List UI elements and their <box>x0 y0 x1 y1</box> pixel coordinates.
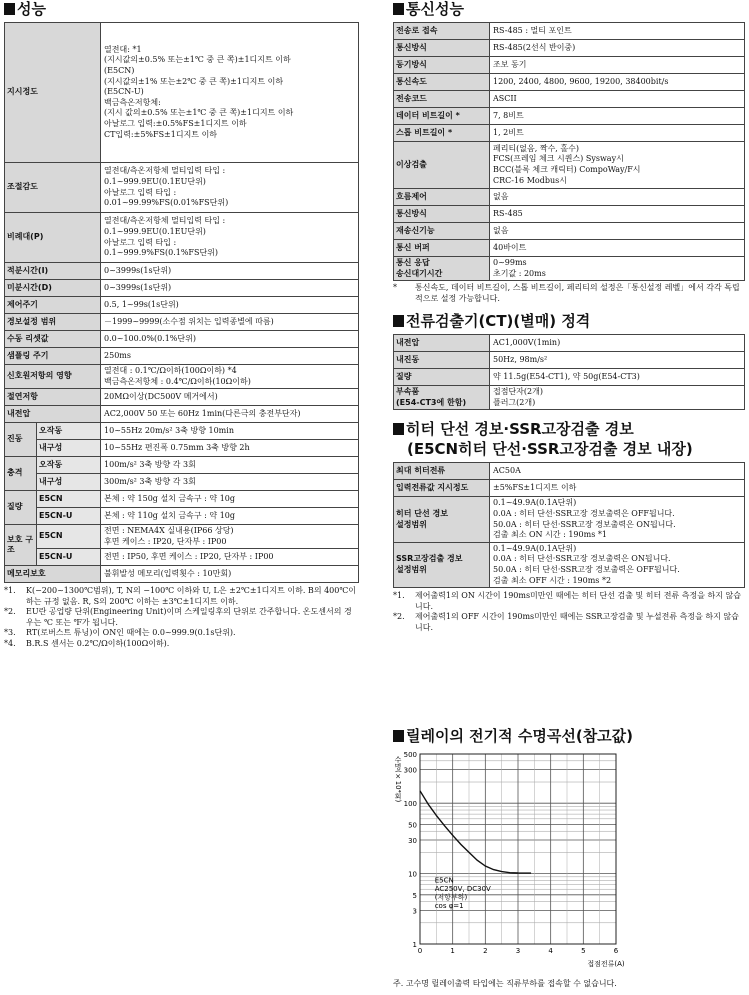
row-label: 메모리보호 <box>5 566 101 583</box>
row-label: 최대 히터전류 <box>394 463 490 480</box>
row-value: 0.1~49.9A(0.1A단위) 0.0A : 히터 단선·SSR고장 경보출력은 OFF됩니다. 50.0A : 히터 단선·SSR고장 경보출력은 ON됩니다. 검출 최소 ON 시간 : 190ms *1 <box>490 497 745 542</box>
row-value: 조보 동기 <box>490 57 745 74</box>
footnote-mark: * <box>393 283 397 293</box>
footnote-text: 통신속도, 데이터 비트길이, 스톱 비트길이, 페리티의 설정은「통신설정 레벨」에서 각각 독립적으로 설정 가능합니다. <box>415 283 740 303</box>
row-value: RS-485 <box>490 206 745 223</box>
table-row <box>5 365 359 389</box>
footnote-text: 제어출력1의 OFF 시간이 190ms미만인 때에는 SSR고장검출 및 누설전류 측정을 하지 않습니다. <box>415 612 739 632</box>
ct-table <box>393 334 745 410</box>
table-row <box>394 542 745 587</box>
table-row <box>5 566 359 583</box>
footnote <box>4 607 359 628</box>
row-value: 250ms <box>101 348 359 365</box>
table-row <box>5 348 359 365</box>
row-value: 페리티(없음, 짝수, 홀수) FCS(프레임 체크 시퀀스) Sysway시 BCC(블록 체크 캐릭터) CompoWay/F시 CRC-16 Modbus시 <box>490 142 745 189</box>
table-row <box>5 163 359 213</box>
y-tick-label: 500 <box>403 751 417 759</box>
row-label: 미분시간(D) <box>5 280 101 297</box>
relay-title: 릴레이의 전기적 수명곡선(참고값) <box>393 727 633 747</box>
left-column <box>4 0 359 649</box>
row-value: 본체 : 약 110g 설치 금속구 : 약 10g <box>101 508 359 525</box>
row-sublabel: 내구성 <box>37 440 101 457</box>
row-value: 열전대/측온저항체 멀티입력 타입 : 0.1~999.9EU(0.1EU단위) 아날로그 입력 타입 : 0.01~99.99%FS(0.01%FS단위) <box>101 163 359 213</box>
footnote-text: K(−200~1300℃범위), T, N의 −100℃ 이하와 U, L은 ±2℃±1디지트 이하. B의 400℃이하는 규정 없음. R, S의 200℃ 이하는 ±3℃±1디지트 이하. <box>26 586 357 606</box>
footnote <box>4 586 359 607</box>
table-row <box>394 335 745 352</box>
table-row <box>5 23 359 163</box>
y-tick-label: 3 <box>412 907 417 916</box>
row-value: 0~3999s(1s단위) <box>101 263 359 280</box>
footnote <box>393 612 745 633</box>
heater-subtitle: (E5CN히터 단선·SSR고장검출 경보 내장) <box>407 440 693 459</box>
footnote-mark: *1. <box>393 591 405 601</box>
row-value: 열전대 : 0.1℃/Ω이하(100Ω이하) *4 백금측온저항체 : 0.4℃/Ω이하(10Ω이하) <box>101 365 359 389</box>
x-tick-label: 2 <box>483 947 488 955</box>
y-tick-label: 300 <box>403 766 417 775</box>
row-sublabel: E5CN-U <box>37 549 101 566</box>
row-label: 비례대(P) <box>5 213 101 263</box>
row-label: 전송로 접속 <box>394 23 490 40</box>
row-value: ASCII <box>490 91 745 108</box>
table-row <box>5 474 359 491</box>
table-row <box>5 525 359 549</box>
row-value: 300m/s² 3축 방향 각 3회 <box>101 474 359 491</box>
group-label: 질량 <box>5 491 37 525</box>
table-row <box>5 297 359 314</box>
table-row <box>5 213 359 263</box>
table-row <box>394 240 745 257</box>
row-value: 0.0~100.0%(0.1%단위) <box>101 331 359 348</box>
row-label: 내전압 <box>394 335 490 352</box>
y-tick-label: 50 <box>408 821 417 830</box>
row-label: 지시정도 <box>5 23 101 163</box>
x-tick-label: 0 <box>417 947 423 955</box>
row-value: RS-485 : 멀티 포인트 <box>490 23 745 40</box>
y-axis-label: 수명(×10⁴회) <box>394 756 402 803</box>
table-row <box>394 480 745 497</box>
row-label: 통신방식 <box>394 206 490 223</box>
row-label: 신호원저항의 영향 <box>5 365 101 389</box>
row-sublabel: E5CN-U <box>37 508 101 525</box>
row-value: 20MΩ이상(DC500V 메거에서) <box>101 389 359 406</box>
table-row <box>394 257 745 281</box>
row-value: 0~3999s(1s단위) <box>101 280 359 297</box>
table-row <box>5 508 359 525</box>
table-row <box>5 406 359 423</box>
comm-table <box>393 22 745 281</box>
comm-note <box>393 283 745 304</box>
row-label: 경보설정 범위 <box>5 314 101 331</box>
x-tick-label: 6 <box>613 947 619 955</box>
y-tick-label: 100 <box>403 800 417 809</box>
row-label: 내진동 <box>394 352 490 369</box>
row-label: 통신 응답 송신대기시간 <box>394 257 490 281</box>
row-value: 열전대: *1 (지시값의±0.5% 또는±1℃ 중 큰 쪽)±1디지트 이하 (E5CN) (지시값의±1% 또는±2℃ 중 큰 쪽)±1디지트 이하 (E5CN-U) 백금측온저항체: (지시 값의±0.5% 또는±1℃ 중 큰 쪽)±1디지트 이하 아날로그 입력:±0.5%FS±1디지트 이하 CT입력:±5%FS±1디지트 이하 <box>101 23 359 163</box>
row-label: 제어주기 <box>5 297 101 314</box>
row-value: 본체 : 약 150g 설치 금속구 : 약 10g <box>101 491 359 508</box>
performance-table <box>4 22 359 583</box>
legend-text: E5CN <box>434 876 454 885</box>
x-tick-label: 4 <box>548 947 553 955</box>
row-sublabel: E5CN <box>37 491 101 508</box>
row-value: 1200, 2400, 4800, 9600, 19200, 38400bit/s <box>490 74 745 91</box>
table-row <box>5 457 359 474</box>
row-value: 없음 <box>490 189 745 206</box>
x-axis-label: 접점전류(A) <box>587 960 625 968</box>
table-row <box>5 263 359 280</box>
footnote-mark: *4. <box>4 638 16 648</box>
row-value: 열전대/측온저항체 멀티입력 타입 : 0.1~999.9EU(0.1EU단위) 아날로그 입력 타입 : 0.1~999.9%FS(0.1%FS단위) <box>101 213 359 263</box>
table-row <box>394 125 745 142</box>
table-row <box>5 549 359 566</box>
row-sublabel: 내구성 <box>37 474 101 491</box>
row-label: 질량 <box>394 369 490 386</box>
table-row <box>394 463 745 480</box>
table-row <box>394 23 745 40</box>
row-label: 이상검출 <box>394 142 490 189</box>
row-label: 통신속도 <box>394 74 490 91</box>
performance-title: 성능 <box>4 0 359 20</box>
y-tick-label: 10 <box>408 870 417 879</box>
footnote-text: EU란 공업량 단위(Engineering Unit)이며 스케일링후의 단위로 간주합니다. 온도센서의 경우는 ℃ 또는 ℉가 됩니다. <box>26 607 352 627</box>
square-bullet-icon <box>393 423 404 435</box>
y-tick-label: 1 <box>412 941 417 949</box>
row-label: 히터 단선 경보 설정범위 <box>394 497 490 542</box>
row-value: 0.1~49.9A(0.1A단위) 0.0A : 히터 단선·SSR고장 경보출력은 ON됩니다. 50.0A : 히터 단선·SSR고장 경보출력은 OFF됩니다. 검출 최소 OFF 시간 : 190ms *2 <box>490 542 745 587</box>
table-row <box>394 57 745 74</box>
footnote-text: B.R.S 센서는 0.2℃/Ω이하(100Ω이하). <box>26 638 170 648</box>
row-value: －1999~9999(소수점 위치는 입력종별에 따름) <box>101 314 359 331</box>
row-label: 통신방식 <box>394 40 490 57</box>
table-row <box>394 223 745 240</box>
row-label: 동기방식 <box>394 57 490 74</box>
footnote-text: 제어출력1의 ON 시간이 190ms미만인 때에는 히터 단선 검출 및 히터 전류 측정을 하지 않습니다. <box>415 591 741 611</box>
square-bullet-icon <box>4 3 15 15</box>
group-label: 보호 구조 <box>5 525 37 566</box>
group-label: 진동 <box>5 423 37 457</box>
footnote-mark: *2. <box>4 607 16 617</box>
row-label: 통신 버퍼 <box>394 240 490 257</box>
table-row <box>394 108 745 125</box>
row-label: 내전압 <box>5 406 101 423</box>
table-row <box>394 206 745 223</box>
row-label: 샘플링 주기 <box>5 348 101 365</box>
row-value: RS-485(2선식 반이중) <box>490 40 745 57</box>
legend-text: cos φ=1 <box>434 901 464 910</box>
table-row <box>5 440 359 457</box>
table-row <box>394 40 745 57</box>
table-row <box>394 91 745 108</box>
row-label: 흐름제어 <box>394 189 490 206</box>
row-value: 10~55Hz 편진폭 0.75mm 3축 방향 2h <box>101 440 359 457</box>
row-value: 50Hz, 98m/s² <box>490 352 745 369</box>
chart-svg <box>393 748 745 978</box>
row-label: 절연저항 <box>5 389 101 406</box>
row-value: 0.5, 1~99s(1s단위) <box>101 297 359 314</box>
heater-notes <box>393 591 745 633</box>
row-label: 데이터 비트길이 * <box>394 108 490 125</box>
footnote-mark: *1. <box>4 586 16 596</box>
x-tick-label: 3 <box>515 947 521 955</box>
row-label: 수동 리셋값 <box>5 331 101 348</box>
relay-footnote: 주. 고수명 릴레이출력 타입에는 직류부하를 접속할 수 없습니다. <box>393 979 617 988</box>
table-row <box>5 389 359 406</box>
footnote <box>393 283 745 304</box>
footnote <box>4 628 359 639</box>
row-label: 스톱 비트길이 * <box>394 125 490 142</box>
row-label: SSR고장검출 경보 설정범위 <box>394 542 490 587</box>
row-sublabel: 오작동 <box>37 423 101 440</box>
row-value: AC50A <box>490 463 745 480</box>
row-value: ±5%FS±1디지트 이하 <box>490 480 745 497</box>
row-value: 100m/s² 3축 방향 각 3회 <box>101 457 359 474</box>
ct-title: 전류검출기(CT)(별매) 정격 <box>393 312 745 332</box>
row-label: 전송코드 <box>394 91 490 108</box>
table-row <box>394 369 745 386</box>
legend-text: (저항부하) <box>434 893 468 902</box>
table-row <box>394 352 745 369</box>
square-bullet-icon <box>393 730 404 742</box>
row-value: 10~55Hz 20m/s² 3축 방향 10min <box>101 423 359 440</box>
table-row <box>5 331 359 348</box>
square-bullet-icon <box>393 3 404 15</box>
row-value: 전면 : IP50, 후면 케이스 : IP20, 단자부 : IP00 <box>101 549 359 566</box>
comm-title: 통신성능 <box>393 0 745 20</box>
row-label: 재송신기능 <box>394 223 490 240</box>
table-row <box>394 189 745 206</box>
y-tick-label: 5 <box>412 891 417 900</box>
row-value: 40바이트 <box>490 240 745 257</box>
right-column <box>393 0 745 745</box>
group-label: 충격 <box>5 457 37 491</box>
x-tick-label: 1 <box>450 947 455 955</box>
row-value: 0~99ms 초기값 : 20ms <box>490 257 745 281</box>
row-value: 불휘발성 메모리(입력횟수 : 10만회) <box>101 566 359 583</box>
footnote <box>393 591 745 612</box>
table-row <box>394 74 745 91</box>
legend-text: AC250V, DC30V <box>434 884 491 893</box>
table-row <box>5 314 359 331</box>
footnote-mark: *2. <box>393 612 405 622</box>
table-row <box>394 142 745 189</box>
footnote <box>4 639 359 650</box>
table-row <box>394 386 745 410</box>
heater-table <box>393 462 745 588</box>
heater-title: 히터 단선 경보·SSR고장검출 경보 <box>393 420 745 440</box>
relay-life-chart <box>393 748 745 978</box>
row-value: 접점단자(2개) 플러그(2개) <box>490 386 745 410</box>
table-row <box>394 497 745 542</box>
square-bullet-icon <box>393 315 404 327</box>
row-value: AC2,000V 50 또는 60Hz 1min(다른극의 충전부단자) <box>101 406 359 423</box>
table-row <box>5 280 359 297</box>
y-tick-label: 30 <box>408 837 417 846</box>
performance-notes <box>4 586 359 649</box>
table-row <box>5 423 359 440</box>
row-value: 없음 <box>490 223 745 240</box>
row-label: 조절감도 <box>5 163 101 213</box>
row-sublabel: 오작동 <box>37 457 101 474</box>
row-value: 약 11.5g(E54-CT1), 약 50g(E54-CT3) <box>490 369 745 386</box>
row-label: 부속품 (E54-CT3에 한함) <box>394 386 490 410</box>
x-tick-label: 5 <box>581 947 586 955</box>
row-sublabel: E5CN <box>37 525 101 549</box>
row-label: 적분시간(I) <box>5 263 101 280</box>
footnote-text: RT(로버스트 튜닝)이 ON인 때에는 0.0~999.9(0.1s단위). <box>26 628 236 638</box>
row-value: 7, 8비트 <box>490 108 745 125</box>
table-row <box>5 491 359 508</box>
row-label: 입력전류값 지시정도 <box>394 480 490 497</box>
row-value: AC1,000V(1min) <box>490 335 745 352</box>
footnote-mark: *3. <box>4 628 16 638</box>
row-value: 전면 : NEMA4X 실내용(IP66 상당) 후면 케이스 : IP20, 단자부 : IP00 <box>101 525 359 549</box>
row-value: 1, 2비트 <box>490 125 745 142</box>
